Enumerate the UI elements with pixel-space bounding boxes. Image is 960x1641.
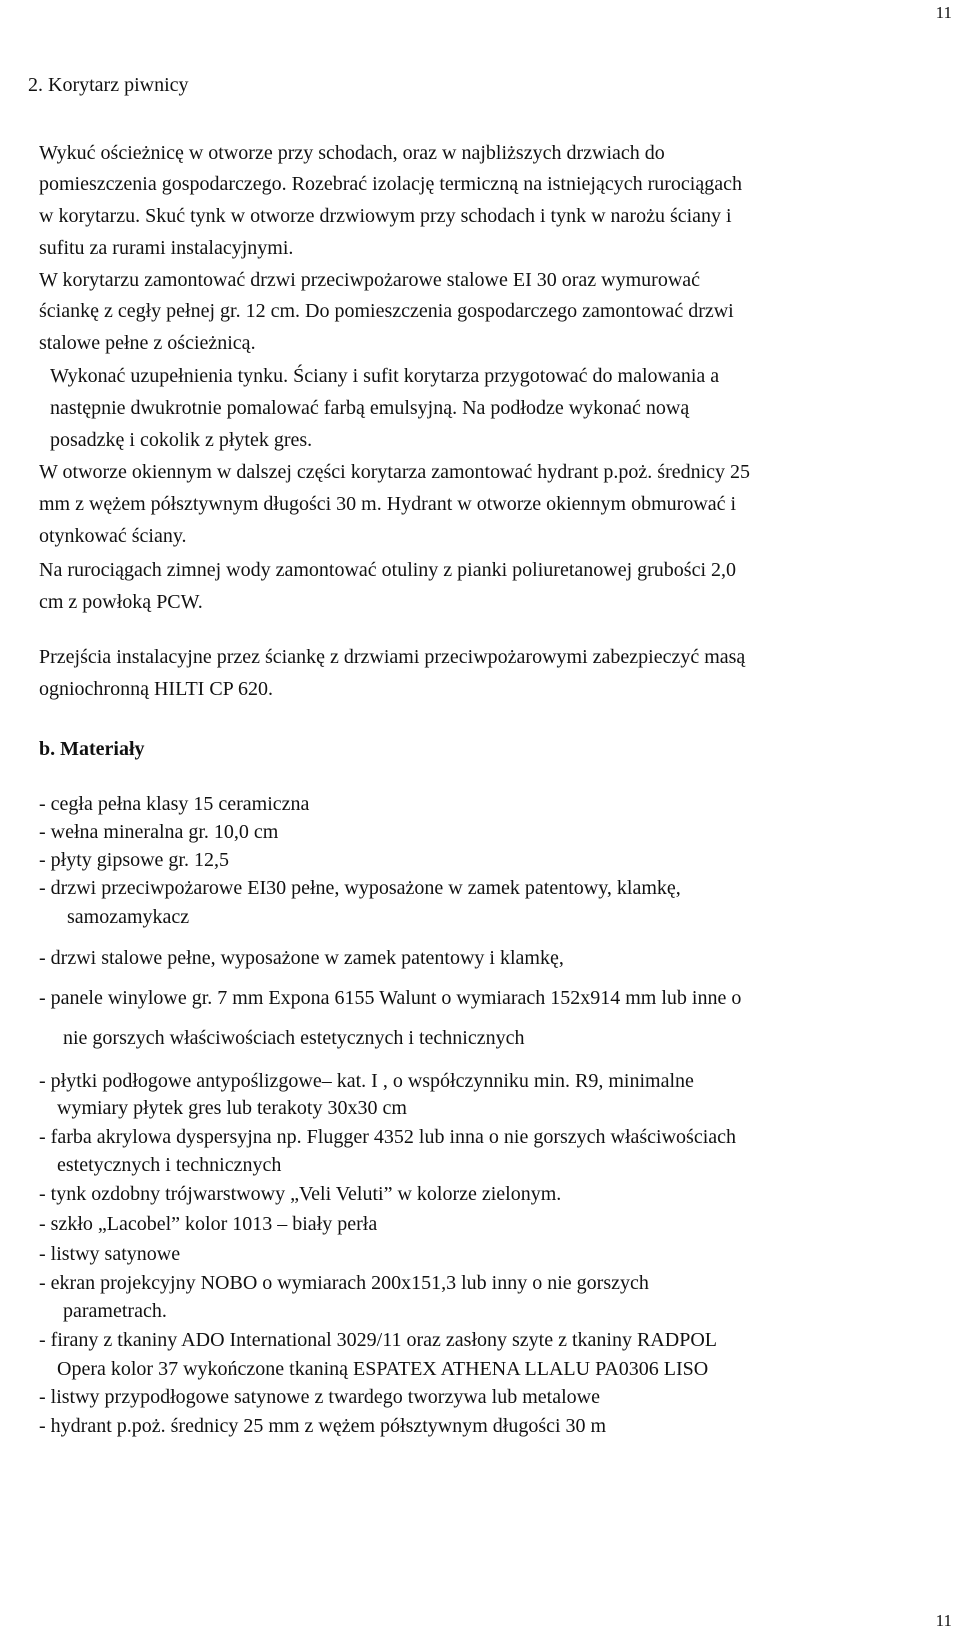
materials-item: - cegła pełna klasy 15 ceramiczna xyxy=(39,793,310,815)
materials-item: - farba akrylowa dyspersyjna np. Flugger 4352 lub inna o nie gorszych właściwościach xyxy=(39,1126,737,1148)
paragraph-line: posadzkę i cokolik z płytek gres. xyxy=(50,429,313,451)
paragraph-line: Przejścia instalacyjne przez ściankę z drzwiami przeciwpożarowymi zabezpieczyć masą xyxy=(39,646,746,668)
paragraph-line: cm z powłoką PCW. xyxy=(39,591,203,613)
paragraph-line: Wykonać uzupełnienia tynku. Ściany i sufit korytarza przygotować do malowania a xyxy=(50,365,720,387)
materials-item: - szkło „Lacobel” kolor 1013 – biały perła xyxy=(39,1213,378,1235)
materials-item-continuation: wymiary płytek gres lub terakoty 30x30 cm xyxy=(57,1097,407,1119)
materials-item: - płytki podłogowe antypoślizgowe– kat. I , o współczynniku min. R9, minimalne xyxy=(39,1070,694,1092)
paragraph-line: W otworze okiennym w dalszej części korytarza zamontować hydrant p.poż. średnicy 25 xyxy=(39,461,751,483)
materials-item-continuation: Opera kolor 37 wykończone tkaniną ESPATEX ATHENA LLALU PA0306 LISO xyxy=(57,1358,709,1380)
paragraph-line: pomieszczenia gospodarczego. Rozebrać izolację termiczną na istniejących rurociągach xyxy=(39,173,742,195)
paragraph-line: Wykuć ościeżnicę w otworze przy schodach, oraz w najbliższych drzwiach do xyxy=(39,142,665,164)
page-number-top: 11 xyxy=(935,3,952,22)
section-heading: 2. Korytarz piwnicy xyxy=(28,74,189,96)
page-number-bottom: 11 xyxy=(935,1611,952,1630)
materials-item: - firany z tkaniny ADO International 3029/11 oraz zasłony szyte z tkaniny RADPOL xyxy=(39,1329,717,1351)
materials-item: - drzwi stalowe pełne, wyposażone w zamek patentowy i klamkę, xyxy=(39,947,564,969)
materials-item-continuation: samozamykacz xyxy=(67,906,190,928)
materials-item: - listwy satynowe xyxy=(39,1243,181,1265)
materials-item: - płyty gipsowe gr. 12,5 xyxy=(39,849,229,871)
materials-item-continuation: estetycznych i technicznych xyxy=(57,1154,282,1176)
materials-item: - listwy przypodłogowe satynowe z twardego tworzywa lub metalowe xyxy=(39,1386,600,1408)
materials-item-continuation: parametrach. xyxy=(63,1300,167,1322)
paragraph-line: otynkować ściany. xyxy=(39,525,187,547)
materials-item: - ekran projekcyjny NOBO o wymiarach 200x151,3 lub inny o nie gorszych xyxy=(39,1272,649,1294)
paragraph-line: ściankę z cegły pełnej gr. 12 cm. Do pomieszczenia gospodarczego zamontować drzwi xyxy=(39,300,734,322)
paragraph-line: w korytarzu. Skuć tynk w otworze drzwiowym przy schodach i tynk w narożu ściany i xyxy=(39,205,732,227)
materials-item: - drzwi przeciwpożarowe EI30 pełne, wyposażone w zamek patentowy, klamkę, xyxy=(39,877,681,899)
paragraph-line: Na rurociągach zimnej wody zamontować otuliny z pianki poliuretanowej grubości 2,0 xyxy=(39,559,737,581)
paragraph-line: następnie dwukrotnie pomalować farbą emulsyjną. Na podłodze wykonać nową xyxy=(50,397,690,419)
paragraph-line: sufitu za rurami instalacyjnymi. xyxy=(39,237,294,259)
materials-item: - panele winylowe gr. 7 mm Expona 6155 Walunt o wymiarach 152x914 mm lub inne o xyxy=(39,987,742,1009)
materials-item-continuation: nie gorszych właściwościach estetycznych i technicznych xyxy=(63,1027,525,1049)
materials-item: - wełna mineralna gr. 10,0 cm xyxy=(39,821,279,843)
materials-heading: b. Materiały xyxy=(39,738,145,760)
paragraph-line: W korytarzu zamontować drzwi przeciwpożarowe stalowe EI 30 oraz wymurować xyxy=(39,269,701,291)
paragraph-line: stalowe pełne z ościeżnicą. xyxy=(39,332,256,354)
paragraph-line: ogniochronną HILTI CP 620. xyxy=(39,678,274,700)
materials-item: - hydrant p.poż. średnicy 25 mm z wężem półsztywnym długości 30 m xyxy=(39,1415,607,1437)
materials-item: - tynk ozdobny trójwarstwowy „Veli Veluti” w kolorze zielonym. xyxy=(39,1183,562,1205)
paragraph-line: mm z wężem półsztywnym długości 30 m. Hydrant w otworze okiennym obmurować i xyxy=(39,493,737,515)
